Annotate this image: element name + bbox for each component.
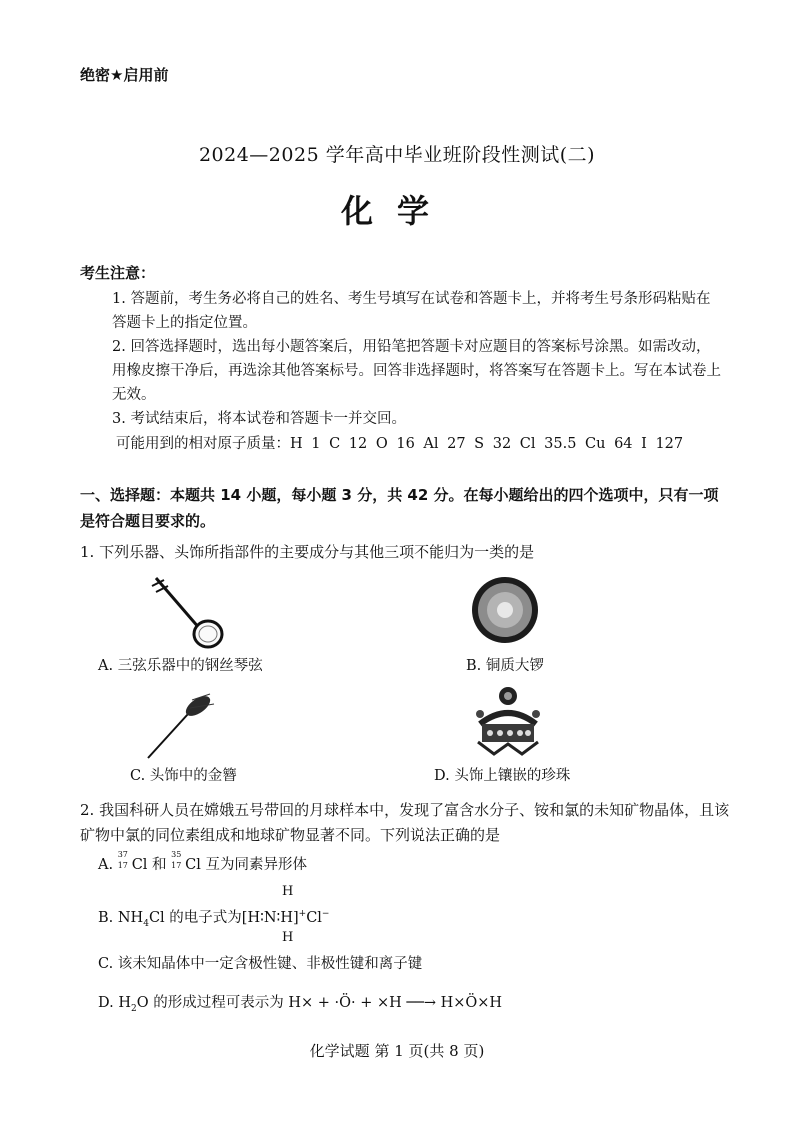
q2b-prefix: B. NH [98,910,144,926]
subscript: 4 [143,918,149,929]
isotope-notation [117,850,132,870]
isotope-mass: 35 [171,850,182,859]
sanxian-instrument-image [148,572,228,654]
isotope-symbol: Cl [131,857,148,873]
anion-symbol: Cl [306,910,322,926]
q2a-connector: 和 [147,857,172,873]
isotope-mass: 37 [117,850,128,859]
headdress-pearl-image [470,684,546,762]
exam-title: 2024—2025 学年高中毕业班阶段性测试(二) [198,144,596,166]
q2-option-a [98,850,307,874]
q1-option-d: D. 头饰上镶嵌的珍珠 [434,768,571,784]
q2-option-c: C. 该未知晶体中一定含极性键、非极性键和离子键 [98,956,423,972]
lewis-cation: [H∶N∶H] [241,910,299,926]
subject-title: 化学 [340,192,453,230]
charge-minus: − [321,909,330,920]
q2d-prefix: D. H [98,995,131,1011]
lewis-top-h: H [282,884,294,899]
subscript: 2 [130,1003,137,1014]
q1-option-a: A. 三弦乐器中的钢丝琴弦 [98,658,263,674]
copper-gong-image [470,574,540,646]
q1-option-b: B. 铜质大锣 [466,658,544,674]
notice-item-1: 1. 答题前，考生务必将自己的姓名、考生号填写在试卷和答题卡上，并将考生号条形码粘贴在答题卡上的指定位置。 [112,291,711,331]
isotope-atomic-number: 17 [171,861,182,870]
isotope-symbol: Cl [185,857,201,873]
isotope-atomic-number: 17 [117,861,128,870]
notice-item-2: 2. 回答选择题时，选出每小题答案后，用铅笔把答题卡对应题目的答案标号涂黑。如需改动，用橡皮擦干净后，再选涂其他答案标号。回答非选择题时，将答案写在答题卡上。写在本试卷上无效。 [112,339,721,403]
q1-option-c: C. 头饰中的金簪 [130,768,237,784]
lewis-bottom-h: H [282,930,294,945]
q2d-text: O 的形成过程可表示为 H× + ·Ö· + ×H ──→ H×Ö×H [136,995,503,1011]
section-heading: 一、选择题：本题共 14 小题，每小题 3 分，共 42 分。在每小题给出的四个选项中，只有一项是符合题目要求的。 [80,486,719,530]
page-footer: 化学试题 第 1 页(共 8 页) [309,1042,485,1060]
q2-option-b [98,906,329,929]
charge-plus: + [298,909,307,920]
gold-hairpin-image [140,692,220,762]
q2-option-d [98,991,502,1014]
question-2-stem: 2. 我国科研人员在嫦娥五号带回的月球样本中，发现了富含水分子、铵和氯的未知矿物晶体，且该矿物中氯的同位素组成和地球矿物显著不同。下列说法正确的是 [80,801,730,844]
q2a-suffix: 互为同素异形体 [200,857,307,873]
question-1-stem: 1. 下列乐器、头饰所指部件的主要成分与其他三项不能归为一类的是 [80,543,535,561]
isotope-notation [171,850,185,870]
atomic-masses: 可能用到的相对原子质量：H 1 C 12 O 16 Al 27 S 32 Cl 35.5 Cu 64 I 127 [116,436,684,452]
notice-heading: 考生注意： [80,264,156,282]
q2b-text: Cl 的电子式为 [148,910,242,926]
notice-item-3: 3. 考试结束后，将本试卷和答题卡一并交回。 [112,411,406,427]
confidential-label: 绝密★启用前 [80,66,169,84]
q2a-prefix: A. [98,857,118,873]
